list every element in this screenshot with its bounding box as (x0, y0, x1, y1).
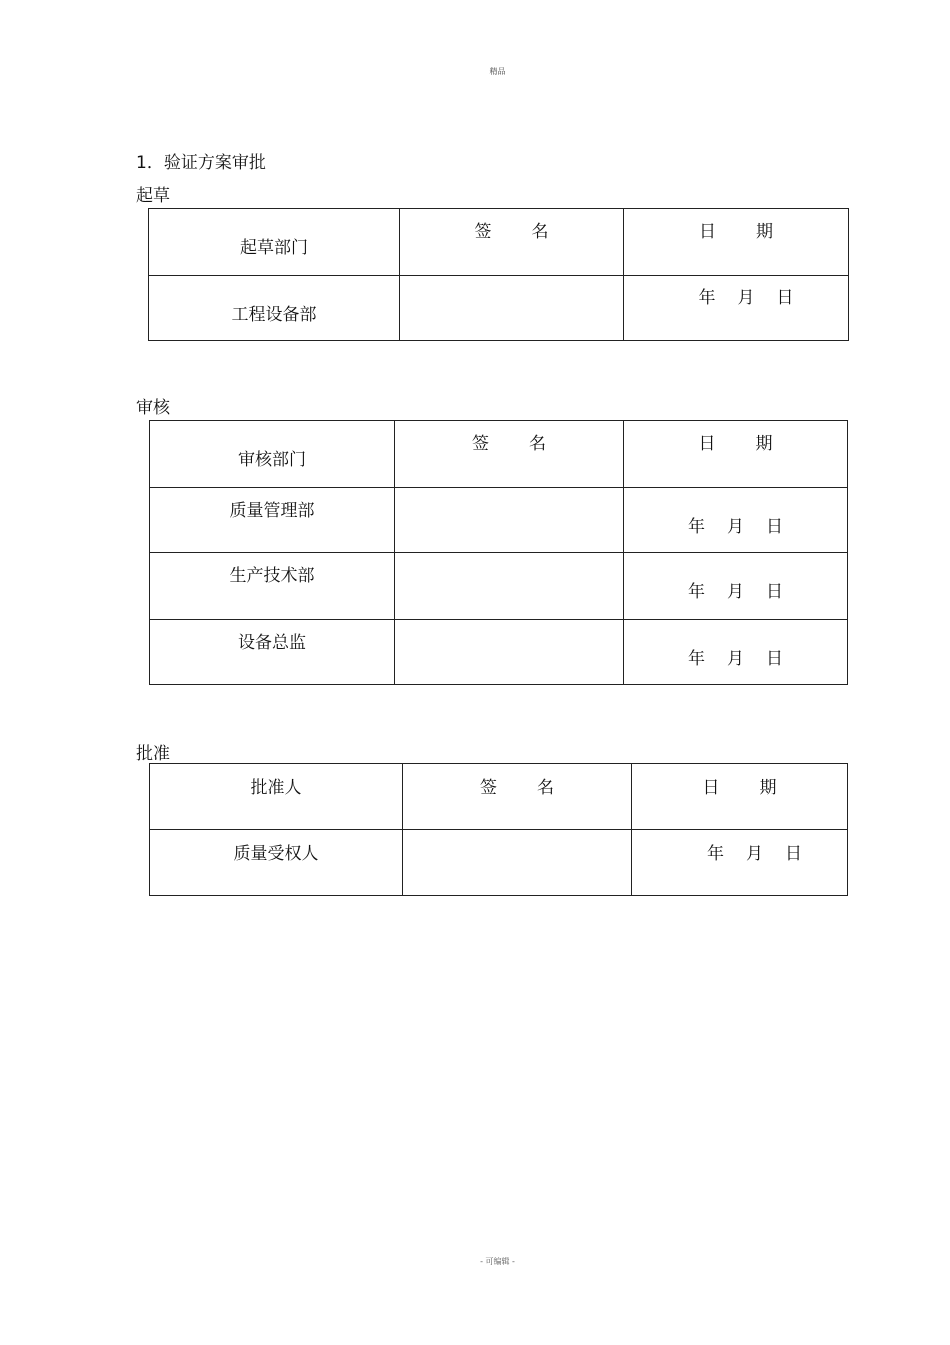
table-row (150, 553, 848, 620)
header-dept: 批准人 (250, 778, 302, 798)
dept-cell (150, 488, 395, 553)
header-dept-cell (150, 421, 395, 488)
header-sign: 签 名 (474, 222, 549, 242)
header-dept: 审核部门 (238, 450, 306, 470)
dept-name: 质量受权人 (233, 844, 319, 864)
header-sign-cell (395, 421, 624, 488)
signature-field[interactable] (400, 276, 624, 341)
header-date: 日 期 (702, 778, 777, 798)
header-date-cell (632, 764, 848, 830)
date-placeholder: 年 月 日 (688, 649, 783, 669)
approval-table (149, 763, 848, 896)
signature-field[interactable] (395, 553, 624, 620)
table-row (150, 620, 848, 685)
signature-field[interactable] (403, 830, 632, 896)
header-date-cell (624, 421, 848, 488)
footer-watermark: - 可编辑 - (480, 1257, 515, 1266)
date-placeholder: 年 月 日 (688, 517, 783, 537)
header-sign-cell (400, 209, 624, 276)
dept-cell (150, 830, 403, 896)
table-row (150, 830, 848, 896)
dept-cell (150, 620, 395, 685)
header-sign: 签 名 (472, 434, 546, 454)
section-title: 1．验证方案审批 (136, 153, 266, 173)
dept-name: 质量管理部 (229, 501, 315, 521)
review-label: 审核 (136, 398, 170, 418)
table-header-row (150, 764, 848, 830)
header-watermark: 精品 (489, 67, 506, 76)
dept-name: 工程设备部 (231, 305, 317, 325)
table-header-row (149, 209, 849, 276)
header-dept-cell (149, 209, 400, 276)
date-field[interactable] (624, 488, 848, 553)
dept-name: 设备总监 (238, 633, 306, 653)
dept-name: 生产技术部 (229, 566, 315, 586)
header-sign: 签 名 (480, 778, 554, 798)
dept-cell (150, 553, 395, 620)
date-field[interactable] (624, 276, 849, 341)
date-placeholder: 年 月 日 (688, 582, 783, 602)
date-field[interactable] (624, 553, 848, 620)
header-date: 日 期 (699, 222, 773, 242)
drafting-label: 起草 (136, 186, 170, 206)
date-placeholder: 年 月 日 (707, 844, 802, 864)
table-header-row (150, 421, 848, 488)
approval-label: 批准 (136, 744, 170, 764)
date-field[interactable] (632, 830, 848, 896)
header-dept-cell (150, 764, 403, 830)
drafting-table (148, 208, 849, 341)
header-sign-cell (403, 764, 632, 830)
header-date: 日 期 (698, 434, 773, 454)
signature-field[interactable] (395, 488, 624, 553)
header-date-cell (624, 209, 849, 276)
table-row (149, 276, 849, 341)
dept-cell (149, 276, 400, 341)
table-row (150, 488, 848, 553)
header-dept: 起草部门 (240, 238, 308, 258)
review-table (149, 420, 848, 685)
date-field[interactable] (624, 620, 848, 685)
signature-field[interactable] (395, 620, 624, 685)
date-placeholder: 年 月 日 (698, 288, 794, 308)
